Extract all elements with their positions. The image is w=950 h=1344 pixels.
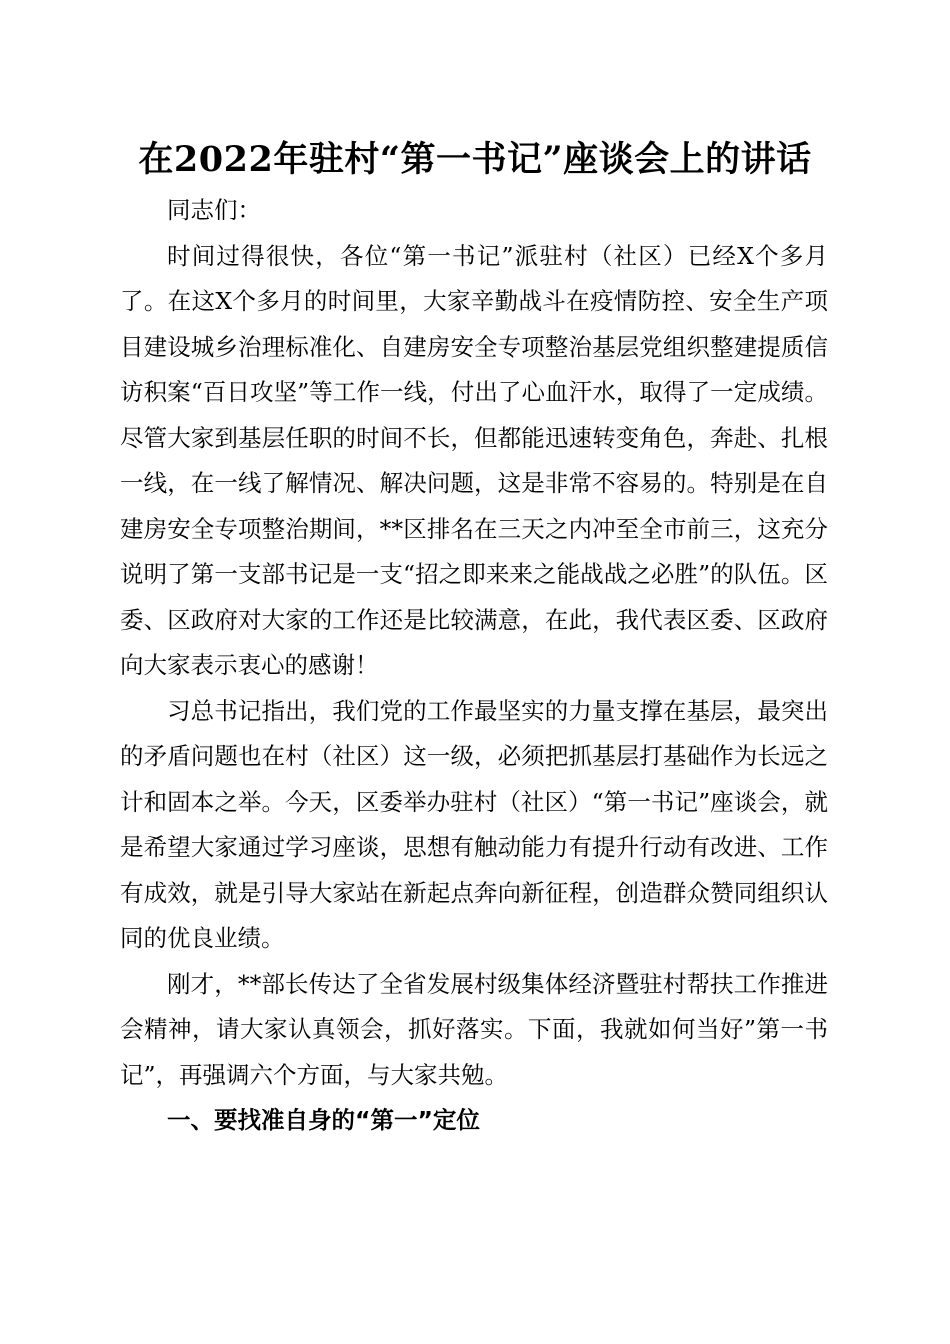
- salutation: 同志们：: [167, 196, 261, 224]
- document-title: 在2022年驻村“第一书记”座谈会上的讲话: [138, 139, 812, 180]
- document-body: [120, 188, 828, 1144]
- paragraph-3: 刚才，**部长传达了全省发展村级集体经济暨驻村帮扶工作推进会精神，请大家认真领会，抓好落实。下面，我就如何当好”第一书记”，再强调六个方面，与大家共勉。: [120, 969, 828, 1089]
- paragraph-2: 习总书记指出，我们党的工作最坚实的力量支撑在基层，最突出的矛盾问题也在村（社区）这一级，必须把抓基层打基础作为长远之计和固本之举。今天，区委举办驻村（社区）“第一书记”座谈会，就是希望大家通过学习座谈，思想有触动能力有提升行动有改进、工作有成效，就是引导大家站在新起点奔向新征程，创造群众赞同组织认同的优良业绩。: [120, 696, 828, 952]
- section-heading: 一、要找准自身的“第一”定位: [167, 1106, 480, 1134]
- paragraph-1: 时间过得很快，各位“第一书记”派驻村（社区）已经X个多月了。在这X个多月的时间里，大家辛勤战斗在疫情防控、安全生产项目建设城乡治理标准化、自建房安全专项整治基层党组织整建提质信访积案“百日攻坚”等工作一线，付出了心血汗水，取得了一定成绩。尽管大家到基层任职的时间不长，但都能迅速转变角色，奔赴、扎根一线，在一线了解情况、解决问题，这是非常不容易的。特别是在自建房安全专项整治期间，**区排名在三天之内冲至全市前三，这充分说明了第一支部书记是一支“招之即来来之能战战之必胜”的队伍。区委、区政府对大家的工作还是比较满意，在此，我代表区委、区政府向大家表示衷心的感谢！: [120, 241, 828, 679]
